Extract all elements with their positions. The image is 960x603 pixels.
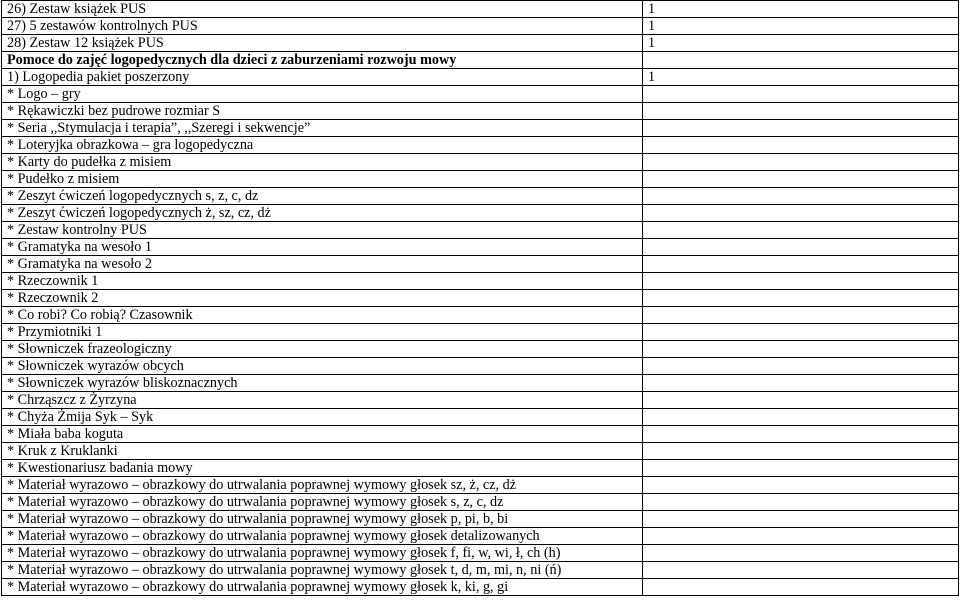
- table-row: [2, 562, 959, 579]
- item-name-cell: * Zeszyt ćwiczeń logopedycznych s, z, c, dz: [2, 188, 643, 205]
- table-row: [2, 477, 959, 494]
- item-name-cell: * Kwestionariusz badania mowy: [2, 460, 643, 477]
- item-quantity-cell: [643, 409, 959, 426]
- item-quantity-cell: 1: [643, 69, 959, 86]
- item-name-cell: 1) Logopedia pakiet poszerzony: [2, 69, 643, 86]
- table-row: [2, 392, 959, 409]
- item-quantity-cell: [643, 205, 959, 222]
- item-quantity-cell: [643, 290, 959, 307]
- item-name-cell: * Materiał wyrazowo – obrazkowy do utrwalania poprawnej wymowy głosek detalizowanych: [2, 528, 643, 545]
- item-name-cell: Pomoce do zajęć logopedycznych dla dzieci z zaburzeniami rozwoju mowy: [2, 52, 643, 69]
- item-name-cell: 27) 5 zestawów kontrolnych PUS: [2, 18, 643, 35]
- item-quantity-cell: [643, 460, 959, 477]
- table-row: [2, 154, 959, 171]
- item-quantity-cell: 1: [643, 35, 959, 52]
- item-name-cell: * Gramatyka na wesoło 2: [2, 256, 643, 273]
- item-name-cell: * Karty do pudełka z misiem: [2, 154, 643, 171]
- item-quantity-cell: [643, 324, 959, 341]
- item-quantity-cell: [643, 154, 959, 171]
- item-table: [1, 0, 959, 596]
- item-name-cell: * Słowniczek wyrazów obcych: [2, 358, 643, 375]
- table-row: [2, 222, 959, 239]
- table-row: [2, 341, 959, 358]
- item-quantity-cell: [643, 528, 959, 545]
- item-name-cell: * Słowniczek frazeologiczny: [2, 341, 643, 358]
- item-quantity-cell: [643, 341, 959, 358]
- table-row: [2, 545, 959, 562]
- item-name-cell: * Rzeczownik 1: [2, 273, 643, 290]
- item-quantity-cell: [643, 273, 959, 290]
- table-row: [2, 188, 959, 205]
- table-row: [2, 35, 959, 52]
- item-name-cell: 26) Zestaw książek PUS: [2, 1, 643, 18]
- item-name-cell: * Kruk z Kruklanki: [2, 443, 643, 460]
- item-name-cell: * Zestaw kontrolny PUS: [2, 222, 643, 239]
- table-row: [2, 205, 959, 222]
- table-row: [2, 239, 959, 256]
- item-name-cell: * Logo – gry: [2, 86, 643, 103]
- item-quantity-cell: [643, 256, 959, 273]
- item-name-cell: * Seria ,,Stymulacja i terapia”, ,,Szeregi i sekwencje”: [2, 120, 643, 137]
- item-quantity-cell: [643, 171, 959, 188]
- table-row: [2, 18, 959, 35]
- item-name-cell: * Słowniczek wyrazów bliskoznacznych: [2, 375, 643, 392]
- item-name-cell: * Materiał wyrazowo – obrazkowy do utrwalania poprawnej wymowy głosek f, fi, w, wi, ł, ch (h): [2, 545, 643, 562]
- item-name-cell: * Materiał wyrazowo – obrazkowy do utrwalania poprawnej wymowy głosek k, ki, g, gi: [2, 579, 643, 596]
- item-quantity-cell: [643, 307, 959, 324]
- item-quantity-cell: [643, 188, 959, 205]
- table-row: [2, 358, 959, 375]
- item-name-cell: * Przymiotniki 1: [2, 324, 643, 341]
- item-quantity-cell: [643, 545, 959, 562]
- item-name-cell: * Materiał wyrazowo – obrazkowy do utrwalania poprawnej wymowy głosek p, pi, b, bi: [2, 511, 643, 528]
- item-quantity-cell: [643, 137, 959, 154]
- table-row: [2, 171, 959, 188]
- item-quantity-cell: [643, 120, 959, 137]
- table-row: [2, 137, 959, 154]
- item-name-cell: * Gramatyka na wesoło 1: [2, 239, 643, 256]
- table-row: [2, 460, 959, 477]
- item-quantity-cell: [643, 358, 959, 375]
- item-quantity-cell: [643, 103, 959, 120]
- item-name-cell: * Pudełko z misiem: [2, 171, 643, 188]
- item-quantity-cell: [643, 86, 959, 103]
- item-quantity-cell: [643, 222, 959, 239]
- table-row: [2, 1, 959, 18]
- table-row: [2, 290, 959, 307]
- item-quantity-cell: [643, 579, 959, 596]
- table-row: [2, 307, 959, 324]
- table-row: [2, 256, 959, 273]
- table-row: [2, 103, 959, 120]
- item-quantity-cell: 1: [643, 18, 959, 35]
- table-row: [2, 324, 959, 341]
- item-quantity-cell: [643, 52, 959, 69]
- item-quantity-cell: [643, 239, 959, 256]
- item-quantity-cell: [643, 392, 959, 409]
- table-row: [2, 375, 959, 392]
- item-name-cell: * Rękawiczki bez pudrowe rozmiar S: [2, 103, 643, 120]
- item-name-cell: * Co robi? Co robią? Czasownik: [2, 307, 643, 324]
- item-name-cell: * Materiał wyrazowo – obrazkowy do utrwalania poprawnej wymowy głosek t, d, m, mi, n, ni (ń): [2, 562, 643, 579]
- table-row: [2, 528, 959, 545]
- item-name-cell: * Chyża Żmija Syk – Syk: [2, 409, 643, 426]
- item-table-body: [2, 1, 959, 596]
- item-name-cell: * Rzeczownik 2: [2, 290, 643, 307]
- item-name-cell: * Materiał wyrazowo – obrazkowy do utrwalania poprawnej wymowy głosek sz, ż, cz, dż: [2, 477, 643, 494]
- table-row: [2, 409, 959, 426]
- item-name-cell: * Chrząszcz z Żyrzyna: [2, 392, 643, 409]
- table-row: [2, 579, 959, 596]
- item-quantity-cell: [643, 494, 959, 511]
- table-row: [2, 120, 959, 137]
- item-name-cell: * Zeszyt ćwiczeń logopedycznych ż, sz, cz, dż: [2, 205, 643, 222]
- item-quantity-cell: [643, 443, 959, 460]
- item-name-cell: * Loteryjka obrazkowa – gra logopedyczna: [2, 137, 643, 154]
- table-row: [2, 494, 959, 511]
- table-row: [2, 273, 959, 290]
- item-quantity-cell: [643, 426, 959, 443]
- table-row: [2, 511, 959, 528]
- item-name-cell: * Materiał wyrazowo – obrazkowy do utrwalania poprawnej wymowy głosek s, z, c, dz: [2, 494, 643, 511]
- item-name-cell: 28) Zestaw 12 książek PUS: [2, 35, 643, 52]
- item-quantity-cell: [643, 511, 959, 528]
- item-quantity-cell: [643, 562, 959, 579]
- table-row: [2, 443, 959, 460]
- table-row: [2, 52, 959, 69]
- item-name-cell: * Miała baba koguta: [2, 426, 643, 443]
- item-quantity-cell: [643, 477, 959, 494]
- item-quantity-cell: [643, 375, 959, 392]
- table-row: [2, 69, 959, 86]
- table-row: [2, 426, 959, 443]
- table-row: [2, 86, 959, 103]
- item-quantity-cell: 1: [643, 1, 959, 18]
